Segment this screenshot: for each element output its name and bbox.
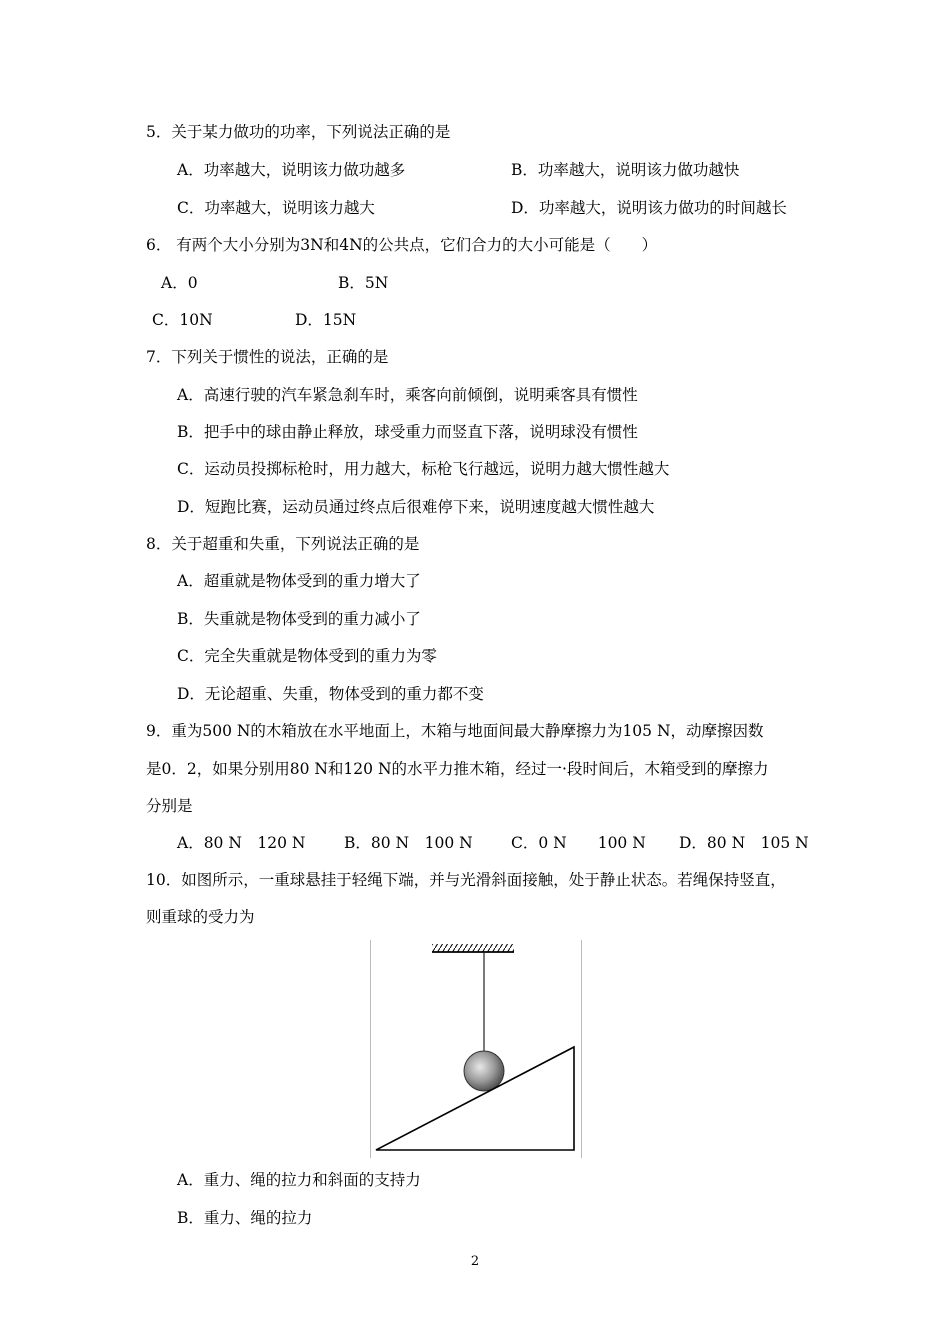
q6-option-c: C．10N [152,311,213,329]
q8-option-b: B．失重就是物体受到的重力减小了 [177,610,421,628]
q5-option-c: C．功率越大，说明该力越大 [177,199,375,217]
q10-option-b: B．重力、绳的拉力 [177,1209,313,1227]
q7-option-d: D．短跑比赛，运动员通过终点后很难停下来，说明速度越大惯性越大 [177,498,655,516]
q8-option-c: C．完全失重就是物体受到的重力为零 [177,647,437,665]
q7-option-c: C．运动员投掷标枪时，用力越大，标枪飞行越远，说明力越大惯性越大 [177,460,670,478]
q10-option-a: A．重力、绳的拉力和斜面的支持力 [177,1171,421,1189]
q5-option-b: B．功率越大，说明该力做功越快 [511,161,740,179]
q10-stem-line-2: 则重球的受力为 [146,908,255,926]
q5-option-a: A．功率越大，说明该力做功越多 [177,161,406,179]
q5-stem: 5．关于某力做功的功率，下列说法正确的是 [146,123,451,141]
page-number: 2 [470,1254,480,1269]
q8-stem: 8．关于超重和失重，下列说法正确的是 [146,535,420,553]
q6-stem: 6． 有两个大小分别为3N和4N的公共点，它们合力的大小可能是（ ） [146,236,658,254]
q9-stem-line-1: 9．重为500 N的木箱放在水平地面上，木箱与地面间最大静摩擦力为105 N，动摩擦因数 [146,722,764,740]
q9-option-b: B．80 N 100 N [344,834,473,852]
q8-option-a: A．超重就是物体受到的重力增大了 [177,572,421,590]
q9-option-c: C．0 N 100 N [511,834,646,852]
q9-option-d: D．80 N 105 N [679,834,809,852]
q8-option-d: D．无论超重、失重，物体受到的重力都不变 [177,685,484,703]
q9-option-a: A．80 N 120 N [177,834,306,852]
q7-option-a: A．高速行驶的汽车紧急刹车时，乘客向前倾倒，说明乘客具有惯性 [177,386,638,404]
heavy-ball [464,1051,504,1091]
ceiling-hatch [432,944,514,952]
q6-option-b: B．5N [338,274,389,292]
q7-stem: 7．下列关于惯性的说法，正确的是 [146,348,389,366]
q5-option-d: D．功率越大，说明该力做功的时间越长 [511,199,787,217]
q6-option-a: A．0 [161,274,198,292]
hanging-ball-incline-figure [370,940,582,1158]
q7-option-b: B．把手中的球由静止释放，球受重力而竖直下落，说明球没有惯性 [177,423,638,441]
q9-stem-line-2: 是0．2，如果分别用80 N和120 N的水平力推木箱，经过一·段时间后，木箱受到的摩擦力 [146,760,769,778]
q9-stem-line-3: 分别是 [146,797,193,815]
q10-stem-line-1: 10．如图所示，一重球悬挂于轻绳下端，并与光滑斜面接触，处于静止状态。若绳保持竖直， [146,871,786,889]
q6-option-d: D．15N [295,311,357,329]
